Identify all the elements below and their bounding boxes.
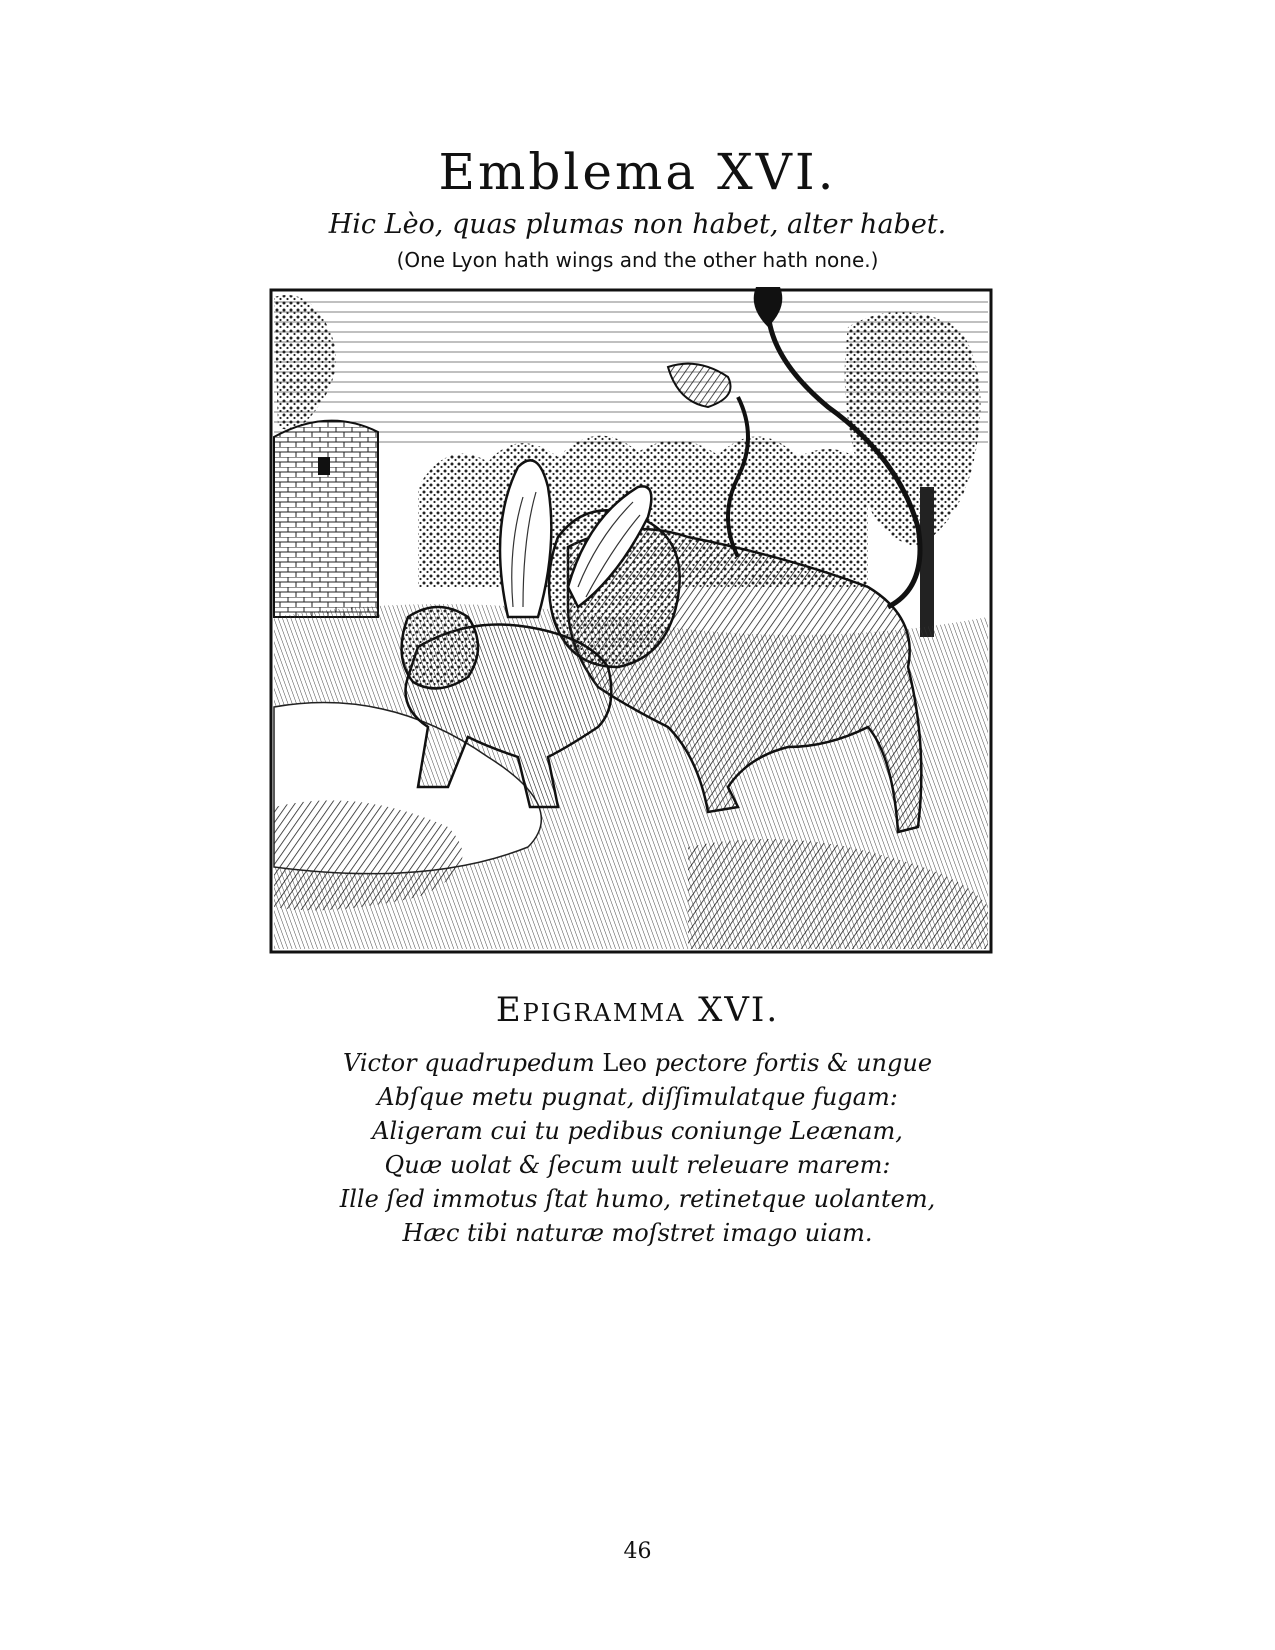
emblem-title: Emblema XVI. (438, 143, 837, 201)
emblem-motto: Hic Lèo, quas plumas non habet, alter habet. (328, 209, 947, 240)
engraving-illustration (268, 287, 994, 955)
verse-line: Hæc tibi naturæ moſstret imago uiam. (402, 1219, 873, 1247)
page-number: 46 (623, 1539, 652, 1564)
winged-lioness-head (402, 607, 478, 688)
motto-translation: (One Lyon hath wings and the other hath none.) (396, 248, 879, 272)
verse-line: Ille ſed immotus ſtat humo, retinetque uolantem, (339, 1185, 936, 1213)
ruined-tower (274, 421, 378, 617)
verse-line: Aligeram cui tu pedibus coniunge Leænam, (372, 1117, 903, 1145)
verse-line: Abſque metu pugnat, diſſimulatque fugam: (377, 1083, 898, 1111)
epigram-title: Epigramma XVI. (495, 990, 780, 1030)
epigram-verses (0, 1046, 1275, 1250)
verse-line: Victor quadrupedum Leo pectore fortis & ungue (342, 1049, 933, 1077)
verse-line: Quæ uolat & ſecum uult releuare marem: (384, 1151, 891, 1179)
right-tree-trunk (920, 487, 934, 637)
tower-window (318, 457, 330, 475)
